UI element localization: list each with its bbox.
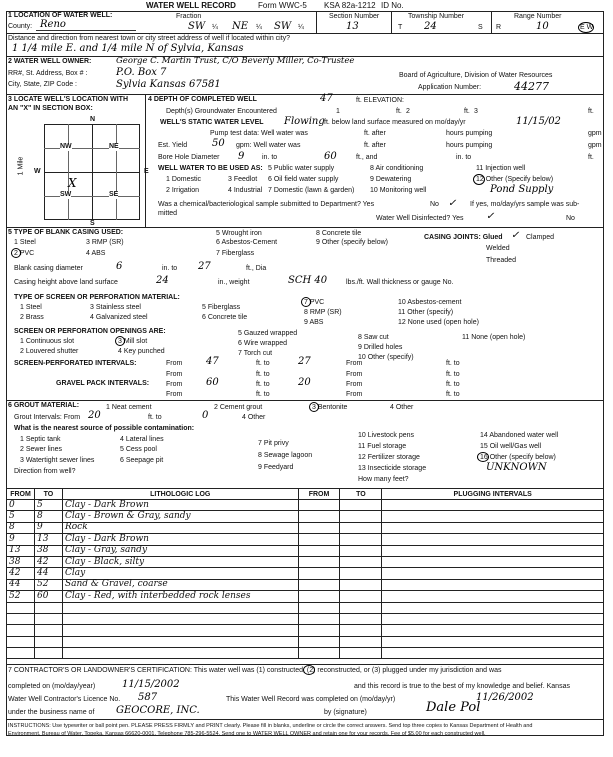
plug-from <box>298 613 340 624</box>
disinfected-label: Water Well Disinfected? Yes <box>376 215 464 222</box>
plug-from <box>298 568 340 579</box>
log-description: Clay - Dark Brown <box>62 534 298 545</box>
licence-number: 587 <box>138 692 158 703</box>
elevation-label: ft. ELEVATION: <box>356 97 404 104</box>
log-from: 9 <box>7 534 35 545</box>
log-to: 60 <box>34 591 62 602</box>
record-date: 11/26/2002 <box>476 692 534 703</box>
section-value: 13 <box>346 21 359 32</box>
plug-to <box>340 636 382 647</box>
fraction-label: Fraction <box>176 13 202 20</box>
plug-from <box>298 522 340 533</box>
static-level-date: 11/15/02 <box>516 116 561 127</box>
log-to: 42 <box>34 556 62 567</box>
fraction-2: NE <box>232 21 249 32</box>
use-heading: WELL WATER TO BE USED AS: <box>158 165 263 172</box>
casing-diameter-value: 6 <box>116 261 123 272</box>
plug-from <box>298 625 340 636</box>
ksa-ref: KSA 82a-1212 <box>324 1 376 10</box>
table-row <box>7 579 604 590</box>
plug-interval <box>382 602 604 613</box>
range-label: Range Number <box>514 13 562 20</box>
table-row <box>7 500 604 511</box>
table-row <box>7 511 604 522</box>
instructions-line2: Environment, Bureau of Water, Topeka, Kansas 66620-0001. Telephone 785-296-5524. Send one to WATER WELL OWNER and retain one for your records. Fee of $5.00 for each constructed well. <box>8 731 486 737</box>
owner-value: George C. Martin Trust, C/O Beverly Miller, Co-Trustee <box>116 56 355 66</box>
log-to: 52 <box>34 579 62 590</box>
log-to: 9 <box>34 522 62 533</box>
log-from: 13 <box>7 545 35 556</box>
plug-interval <box>382 613 604 624</box>
log-from <box>7 648 35 659</box>
plug-from <box>298 500 340 511</box>
log-description <box>62 613 298 624</box>
east-west: E W <box>580 24 594 31</box>
grout-from-value: 20 <box>88 410 101 421</box>
plug-from <box>298 511 340 522</box>
log-to <box>34 648 62 659</box>
plug-interval <box>382 625 604 636</box>
plug-to <box>340 522 382 533</box>
section3-heading: 3 LOCATE WELL'S LOCATION WITH <box>8 96 129 103</box>
plug-to <box>340 613 382 624</box>
form-number: Form WWC-5 <box>258 1 307 10</box>
plug-to <box>340 648 382 659</box>
plug-to <box>340 568 382 579</box>
section5-heading: 5 TYPE OF BLANK CASING USED: <box>8 229 124 236</box>
table-row <box>7 636 604 647</box>
table-row <box>7 625 604 636</box>
form-title: WATER WELL RECORD <box>146 1 236 10</box>
plug-from <box>298 534 340 545</box>
log-description: Clay - Dark Brown <box>62 500 298 511</box>
plug-interval <box>382 545 604 556</box>
est-yield-value: 50 <box>212 138 225 149</box>
casing-weight-value: SCH 40 <box>288 275 328 286</box>
fraction-1: SW <box>188 21 206 32</box>
gravel-to-value: 20 <box>298 377 311 388</box>
business-name: GEOCORE, INC. <box>116 705 200 716</box>
col-from: FROM <box>7 489 35 500</box>
log-from: 44 <box>7 579 35 590</box>
plug-interval <box>382 511 604 522</box>
application-number: 44277 <box>514 80 549 93</box>
certification-line1: 7 CONTRACTOR'S OR LANDOWNER'S CERTIFICATION: This water well was (1) constructed, (2) reconstructed, or (3) plugged under my jurisdiction and was <box>8 667 502 674</box>
log-description <box>62 648 298 659</box>
plug-from <box>298 591 340 602</box>
plug-to <box>340 602 382 613</box>
bore-to-value: 60 <box>324 151 337 162</box>
log-header-row <box>7 489 604 500</box>
log-from: 42 <box>7 568 35 579</box>
plug-to <box>340 591 382 602</box>
how-many-feet-label: How many feet? <box>358 476 409 483</box>
log-description: Clay - Red, with interbedded rock lenses <box>62 591 298 602</box>
contamination-other-value: UNKNOWN <box>486 462 547 473</box>
plug-interval <box>382 648 604 659</box>
plug-interval <box>382 579 604 590</box>
chem-no-check: ✓ <box>448 198 457 209</box>
log-to: 13 <box>34 534 62 545</box>
plug-interval <box>382 556 604 567</box>
county-label: County: <box>8 23 33 30</box>
water-well-record-form: WATER WELL RECORD Form WWC-5 KSA 82a-1212 ID No. 1 LOCATION OF WATER WELL: County: Reno Fraction SW ¼ NE ¼ SW ¼ Section Number 13 Township Number T 24 S Range Number R 10 E W Distance and direction from nearest town or city street address of well if located within city? 1 1/4 mile E. and 1/4 mile N of Sylvia, Kansas 2 WATER WELL OWNER: George C. Martin Trust, C/O Beverly Miller, Co-Trustee RR#, St. Address, Box # : P.O. Box 7 City, State, ZIP Code : Sylvia Kansas 67581 Board of Agriculture, Division of Water Resources Application Number: 44277 3 LOCATE WELL'S LOCATION WITH AN "X" IN SECTION BOX: N S W E 1 Mile NW NE SW SE X 4 DEPTH OF COMPLETED WELL 47 ft. ELEVATION: Depth(s) Groundwater Encountered 1 ft. 2 ft. 3 ft. WELL'S STATIC WATER LEVEL Flowing ft. below land surface measured on mo/day/yr 11/15/02 Pump test data: Well water was ft. after hours pumping gpm Est. Yield 50 gpm: Well water was ft. after hours pumping gpm Bore Hole Diameter 9 in. to 60 ft., and in. to ft. WELL WATER TO BE USED AS: 1 Domestic 3 Feedlot 5 Public water supply 8 Air conditioning 11 Injection well 2 Irrigation 4 Industrial 6 Oil field water supply 9 Dewatering 12 Other (Specify below) 7 Domestic (lawn & garden) 10 Monitoring well Pond Supply Was a chemical/bacteriological sample submitted to Department? Yes No ✓ If yes, mo/day/yrs sample was sub- mitted Water Well Disinfected? Yes ✓ No 5 TYPE OF BLANK CASING USED: 1 Steel 3 RMP (SR) 5 Wrought iron 8 Concrete tile 2 PVC 4 ABS 6 Asbestos-Cement 9 Other (specify below) 7 Fiberglass CASING JOINTS: Glued ✓ Clamped Welded Threaded Blank casing diameter 6 in. to 27 ft., Dia Casing height above land surface 24 in., weight SCH 40 lbs./ft. Wall thickness or gauge No. TYPE OF SCREEN OR PERFORATION MATERIAL: 1 Steel 3 Stainless steel 5 Fiberglass 7 PVC 10 Asbestos-cement 2 Brass 4 Galvanized steel 6 Concrete tile 8 RMP (SR) 11 Other (specify) 9 ABS 12 None used (open hole) SCREEN OR PERFORATION OPENINGS ARE: 1 Continuous slot 3 Mill slot 5 Gauzed wrapped 8 Saw cut 11 None (open hole) 2 Louvered shutter 4 Key punched 6 Wire wrapped 9 Drilled holes 7 Torch cut 10 Other (specify) SCREEN-PERFORATED INTERVALS: From 47 ft. to 27 From ft. to From ft. to From ft. to GRAVEL PACK INTERVALS: From 60 ft. to 20 From ft. to From ft. to From ft. to 6 GROUT MATERIAL: 1 Neat cement 2 Cement grout 3 Bentonite 4 Other Grout Intervals: From 20 ft. to 0 4 Other What is the nearest source of possible contamination: 1 Septic tank 4 Lateral lines 7 Pit privy 10 Livestock pens 14 Abandoned water well 2 Sewer lines 5 Cess pool 8 Sewage lagoon 11 Fuel storage 15 Oil well/Gas well 3 Watertight sewer lines 6 Seepage pit 9 Feedyard 12 Fertilizer storage 16 Other (specify below) 13 Insecticide storage UNKNOWN Direction from well? How many feet? FROM TO LITHOLOGIC LOG FROM TO PLUGGING INTERVALS 0 5 Clay - Dark Brown 5 8 Clay - Brown & Gray, sandy 8 9 Rock 9 13 Clay - Dark Brown 13 38 Clay - Gray, sandy 38 42 Clay - Black, silty 42 44 Clay 44 52 Sand & Gravel, coarse 52 60 Clay - Red, with interbedded rock lenses 7 CONTRACTOR'S OR LANDOWNER'S CERTIFICATION: This water well was (1) constructed, (2) reconstructed, or (3) plugged under my jurisdiction and was completed on (mo/day/year) 11/15/2002 and this record is true to the best of my knowledge and belief. Kansas Water Well Contractor's Licence No. 587 This Water Well Record was completed on (mo/day/yr) 11/26/2002 under the business name of GEOCORE, INC. by (signature) Dale Pol INSTRUCTIONS: Use typewriter or ball point pen. PLEASE PRESS FIRMLY and PRINT clearly. Please fill in blanks, underline or circle the correct answers. Send top three copies to Kansas Department of Health and Environment, Bureau of Water, Topeka, Kansas 66620-0001. Telephone 785-296-5524. Send one to WATER WELL OWNER and retain one for your records. Fee of $5.00 for each constructed well. <box>6 2 606 754</box>
direction-label: Direction from well? <box>14 468 76 475</box>
static-level-label: WELL'S STATIC WATER LEVEL <box>160 119 264 126</box>
static-level-value: Flowing <box>284 116 325 127</box>
casing-to-value: 27 <box>198 261 211 272</box>
plug-interval <box>382 568 604 579</box>
pump-test-label: Pump test data: Well water was <box>210 130 308 137</box>
section1-heading: 1 LOCATION OF WATER WELL: <box>8 12 113 19</box>
log-description <box>62 602 298 613</box>
section6-heading: 6 GROUT MATERIAL: <box>8 402 80 409</box>
plug-interval <box>382 636 604 647</box>
plug-to <box>340 500 382 511</box>
log-from <box>7 625 35 636</box>
plug-from <box>298 579 340 590</box>
id-label: ID No. <box>381 1 404 10</box>
log-from: 52 <box>7 591 35 602</box>
distance-value: 1 1/4 mile E. and 1/4 mile N of Sylvia, Kansas <box>12 43 244 54</box>
bore-label: Bore Hole Diameter <box>158 154 220 161</box>
log-description: Clay - Brown & Gray, sandy <box>62 511 298 522</box>
screen-intervals-label: SCREEN-PERFORATED INTERVALS: <box>14 360 137 367</box>
screen-from-value: 47 <box>206 356 219 367</box>
city-value: Sylvia Kansas 67581 <box>116 79 221 90</box>
est-yield-label: Est. Yield <box>158 142 188 149</box>
table-row <box>7 522 604 533</box>
log-from: 5 <box>7 511 35 522</box>
plug-interval <box>382 500 604 511</box>
log-to <box>34 625 62 636</box>
mile-label: 1 Mile <box>17 156 25 176</box>
instructions-line1: INSTRUCTIONS: Use typewriter or ball point pen. PLEASE PRESS FIRMLY and PRINT clearly. Please fill in blanks, underline or circle the correct answers. Send top three copies to Kansas Department of Health and <box>8 723 533 729</box>
contamination-label: What is the nearest source of possible contamination: <box>14 425 195 432</box>
plug-to <box>340 579 382 590</box>
log-description <box>62 625 298 636</box>
table-row <box>7 534 604 545</box>
depth-value: 47 <box>320 93 333 104</box>
log-description <box>62 636 298 647</box>
plug-to <box>340 625 382 636</box>
groundwater-label: Depth(s) Groundwater Encountered <box>166 108 277 115</box>
address-value: P.O. Box 7 <box>116 67 167 78</box>
plug-from <box>298 636 340 647</box>
casing-joints-label: CASING JOINTS: Glued <box>424 234 503 241</box>
log-from: 8 <box>7 522 35 533</box>
log-from: 38 <box>7 556 35 567</box>
col-plug-from: FROM <box>298 489 340 500</box>
table-row <box>7 545 604 556</box>
log-to: 38 <box>34 545 62 556</box>
section3-subheading: AN "X" IN SECTION BOX: <box>8 105 93 112</box>
log-description: Clay <box>62 568 298 579</box>
log-description: Clay - Gray, sandy <box>62 545 298 556</box>
table-row <box>7 648 604 659</box>
use-other-value: Pond Supply <box>490 184 554 195</box>
plug-from <box>298 602 340 613</box>
col-lithologic-log: LITHOLOGIC LOG <box>62 489 298 500</box>
casing-height-value: 24 <box>156 275 169 286</box>
range-value: 10 <box>536 21 549 32</box>
plug-from <box>298 648 340 659</box>
log-to: 5 <box>34 500 62 511</box>
table-row <box>7 602 604 613</box>
disinfected-check: ✓ <box>486 211 495 222</box>
table-row <box>7 613 604 624</box>
col-to: TO <box>34 489 62 500</box>
county-value: Reno <box>40 19 66 30</box>
log-from <box>7 613 35 624</box>
screen-to-value: 27 <box>298 356 311 367</box>
log-to: 44 <box>34 568 62 579</box>
plug-to <box>340 556 382 567</box>
grout-intervals-label: Grout Intervals: From <box>14 414 81 421</box>
section-label: Section Number <box>329 13 380 20</box>
log-to <box>34 613 62 624</box>
gravel-from-value: 60 <box>206 377 219 388</box>
log-description: Sand & Gravel, coarse <box>62 579 298 590</box>
log-description: Rock <box>62 522 298 533</box>
casing-height-label: Casing height above land surface <box>14 279 118 286</box>
plug-to <box>340 545 382 556</box>
plug-to <box>340 534 382 545</box>
col-plug-to: TO <box>340 489 382 500</box>
chem-sample-label: Was a chemical/bacteriological sample submitted to Department? Yes <box>158 201 375 208</box>
plug-from <box>298 545 340 556</box>
board-label: Board of Agriculture, Division of Water Resources <box>399 72 553 79</box>
log-to <box>34 636 62 647</box>
log-from <box>7 636 35 647</box>
completed-date: 11/15/2002 <box>122 679 180 690</box>
plug-from <box>298 556 340 567</box>
township-value: 24 <box>424 21 437 32</box>
openings-heading: SCREEN OR PERFORATION OPENINGS ARE: <box>14 328 166 335</box>
plug-interval <box>382 534 604 545</box>
city-label: City, State, ZIP Code : <box>8 81 77 88</box>
table-row <box>7 591 604 602</box>
table-row <box>7 568 604 579</box>
plug-interval <box>382 522 604 533</box>
log-to <box>34 602 62 613</box>
distance-label: Distance and direction from nearest town or city street address of well if located within city? <box>8 35 291 42</box>
screen-material-heading: TYPE OF SCREEN OR PERFORATION MATERIAL: <box>14 294 180 301</box>
gravel-intervals-label: GRAVEL PACK INTERVALS: <box>56 380 150 387</box>
lithologic-log-table <box>6 488 604 659</box>
application-label: Application Number: <box>418 84 482 91</box>
log-from: 0 <box>7 500 35 511</box>
signature: Dale Pol <box>426 700 481 715</box>
address-label: RR#, St. Address, Box # : <box>8 70 88 77</box>
plug-interval <box>382 591 604 602</box>
fraction-3: SW <box>274 21 292 32</box>
section2-heading: 2 WATER WELL OWNER: <box>8 58 92 65</box>
bore-value: 9 <box>238 151 245 162</box>
section4-heading: 4 DEPTH OF COMPLETED WELL <box>148 96 257 103</box>
casing-diameter-label: Blank casing diameter <box>14 265 83 272</box>
log-from <box>7 602 35 613</box>
table-row <box>7 556 604 567</box>
log-description: Clay - Black, silty <box>62 556 298 567</box>
log-to: 8 <box>34 511 62 522</box>
plug-to <box>340 511 382 522</box>
well-location-mark: X <box>68 176 77 190</box>
col-plugging-intervals: PLUGGING INTERVALS <box>382 489 604 500</box>
grout-to-value: 0 <box>202 410 209 421</box>
township-label: Township Number <box>408 13 465 20</box>
